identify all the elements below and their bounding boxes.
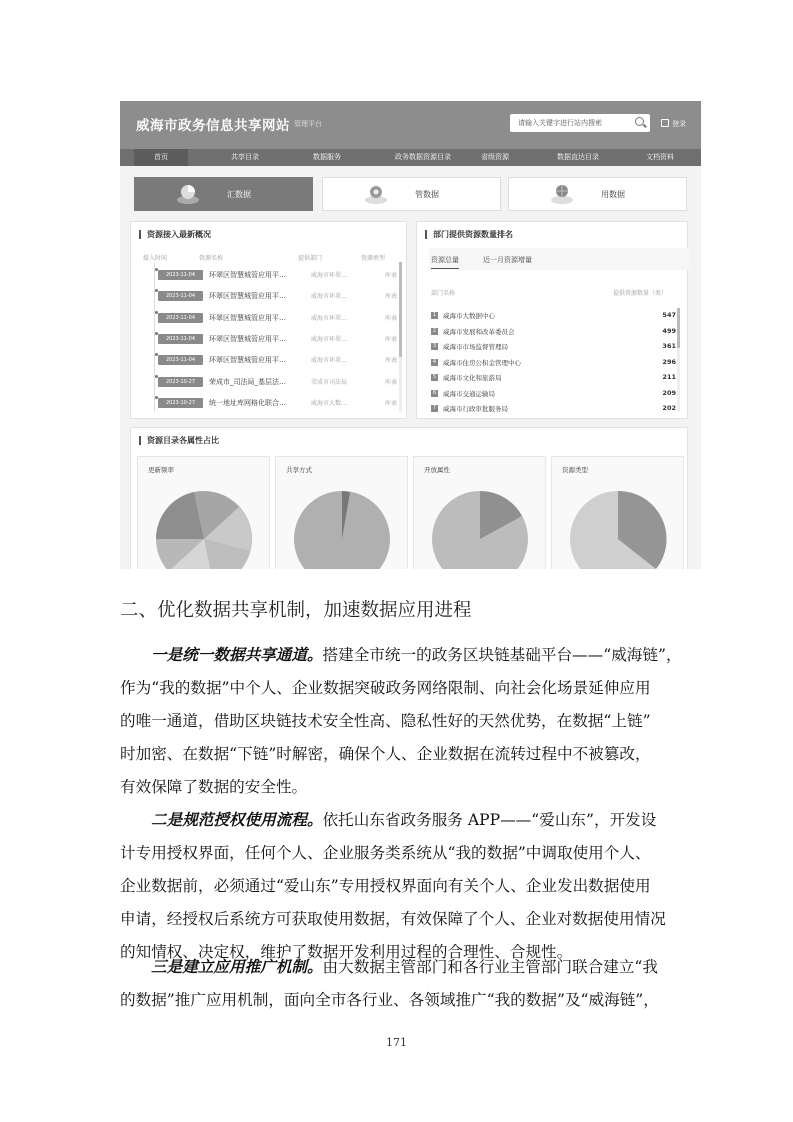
table-row[interactable] [131, 287, 401, 308]
text-line: 有效保障了数据的安全性。 [120, 778, 308, 796]
pie-chart [154, 489, 254, 569]
text-line: 作为“我的数据”中个人、企业数据突破政务网络限制、向社会化场景延伸应用 [120, 679, 651, 697]
department-name: 威海市发展和改革委员会 [443, 327, 515, 336]
text-line: 计专用授权界面，任何个人、企业服务类系统从“我的数据”中调取使用个人、 [120, 844, 651, 862]
section-heading: 二、优化数据共享机制，加速数据应用进程 [120, 600, 472, 621]
chart-label: 资源类型 [562, 466, 588, 474]
resource-type: 库表 [385, 335, 398, 343]
date-badge: 2023-10-27 [158, 377, 203, 387]
resource-name[interactable]: 环翠区智慧城管应用平… [209, 313, 286, 322]
card-collect-label: 汇数据 [227, 190, 251, 199]
tab-monthly[interactable]: 近一月资源增量 [483, 256, 532, 264]
department-name: 威海市行政审批服务局 [443, 405, 508, 413]
tab-total[interactable]: 资源总量 [431, 255, 459, 269]
site-header [120, 101, 701, 149]
text-line: 的唯一通道，借助区块链技术安全性高、隐私性好的天然优势，在数据“上链” [120, 712, 651, 730]
search-placeholder: 请输入关键字进行站内搜索 [518, 119, 602, 127]
column-header: 提供资源数量（类） [613, 290, 668, 297]
resource-name[interactable]: 环翠区智慧城管应用平… [209, 292, 286, 301]
column-header: 接入时间 [143, 255, 168, 262]
chart-label: 开放属性 [424, 466, 450, 474]
card-use-label: 用数据 [601, 190, 625, 199]
rank-badge: 6 [432, 389, 437, 396]
paragraph-lead: 三是建立应用推广机制。 [151, 957, 323, 976]
search-input[interactable] [510, 114, 650, 132]
list-item[interactable] [431, 402, 676, 416]
text-line: 由大数据主管部门和各行业主管部门联合建立“我 [322, 958, 658, 976]
provider-dept: 威海市大数… [311, 399, 348, 407]
provider-dept: 威海市环翠… [311, 293, 348, 301]
site-title: 威海市政务信息共享网站 [136, 118, 290, 134]
resource-type: 库表 [385, 399, 398, 407]
access-panel-title: 资源接入最新概况 [139, 230, 211, 239]
chart-card-open-attribute [413, 456, 546, 569]
provider-dept: 威海市环翠… [311, 357, 348, 365]
date-badge: 2023-11-04 [158, 355, 203, 365]
chart-card-update-frequency [137, 456, 270, 569]
scroll-thumb[interactable] [677, 308, 680, 348]
resource-type: 库表 [385, 293, 398, 301]
resource-count: 211 [662, 373, 676, 381]
department-name: 威海市市场监督管理局 [443, 343, 508, 351]
resource-count: 209 [662, 388, 676, 397]
resource-type: 库表 [385, 272, 398, 279]
resource-count: 361 [662, 342, 676, 350]
card-manage-label: 管数据 [415, 190, 439, 199]
column-header: 资源类型 [361, 255, 386, 262]
list-item[interactable] [431, 325, 676, 339]
column-header: 提供部门 [298, 255, 323, 262]
text-line: 搭建全市统一的政务区块链基础平台——“威海链”， [322, 646, 682, 664]
nav-item-data-service[interactable]: 数据服务 [313, 153, 341, 161]
paragraph-lead: 一是统一数据共享通道。 [151, 645, 323, 664]
chart-label: 共享方式 [286, 466, 312, 474]
table-row[interactable] [131, 351, 401, 372]
rank-panel-title: 部门提供资源数量排名 [425, 230, 513, 239]
site-subtitle: 管理平台 [294, 120, 322, 128]
resource-count: 202 [662, 404, 676, 412]
login-button[interactable] [661, 119, 686, 129]
date-badge: 2023-11-04 [158, 334, 203, 344]
nav-item-provincial[interactable]: 省级资源 [481, 153, 509, 161]
attribute-panel-title: 资源目录各属性占比 [139, 436, 219, 445]
page-number: 171 [386, 1036, 407, 1049]
globe-icon [549, 182, 575, 206]
nav-item-home[interactable]: 首页 [134, 149, 188, 166]
pie-chart [430, 489, 530, 569]
pie-chart [292, 489, 392, 569]
list-item[interactable] [431, 371, 676, 385]
access-panel [130, 221, 407, 419]
provider-dept: 威海市环翠… [311, 272, 348, 279]
scrollbar[interactable] [399, 262, 402, 412]
table-row[interactable] [131, 394, 401, 415]
date-badge: 2023-11-04 [158, 270, 203, 280]
search-icon[interactable] [635, 117, 644, 126]
paragraph-lead: 二是规范授权使用流程。 [151, 810, 323, 829]
text-line: 申请，经授权后系统方可获取使用数据，有效保障了个人、企业对数据使用情况 [120, 910, 666, 928]
resource-name[interactable]: 环翠区智慧城管应用平… [209, 356, 286, 365]
text-line: 企业数据前，必须通过“爱山东”专用授权界面向有关个人、企业发出数据使用 [120, 877, 651, 895]
chart-card-resource-type [551, 456, 684, 569]
resource-count: 547 [662, 311, 676, 319]
text-line: 时加密、在数据“下链”时解密，确保个人、企业数据在流转过程中不被篡改， [120, 745, 651, 763]
provider-dept: 威海市环翠… [311, 335, 348, 343]
card-collect-data[interactable] [134, 177, 313, 211]
rank-badge: 1 [432, 312, 437, 318]
nav-item-documents[interactable]: 文档资料 [646, 153, 674, 161]
chart-label: 更新频率 [148, 466, 174, 474]
column-header: 部门名称 [431, 290, 456, 297]
scrollbar[interactable] [677, 308, 680, 412]
card-manage-data[interactable] [322, 177, 501, 211]
provider-dept: 威海市环翠… [311, 314, 348, 322]
resource-name[interactable]: 环翠区智慧城管应用平… [209, 334, 286, 343]
lock-icon [661, 119, 669, 127]
rank-panel [416, 221, 688, 419]
date-badge: 2023-10-27 [158, 398, 203, 408]
card-use-data[interactable] [508, 177, 687, 211]
rank-badge: 3 [432, 343, 437, 349]
rank-badge: 7 [432, 405, 437, 411]
resource-type: 库表 [385, 357, 398, 365]
resource-count: 499 [662, 326, 676, 335]
gear-icon [363, 182, 389, 206]
rank-badge: 2 [432, 327, 437, 334]
text-line: 依托山东省政务服务 APP——“爱山东”，开发设 [322, 811, 657, 829]
list-item[interactable] [431, 340, 676, 354]
nav-item-direct-catalog[interactable]: 数据直达目录 [557, 153, 599, 161]
date-badge: 2023-11-04 [158, 313, 203, 323]
provider-dept: 荣成市司法局 [311, 378, 348, 386]
resource-name[interactable]: 环翠区智慧城管应用平… [209, 271, 286, 279]
resource-count: 296 [662, 357, 676, 366]
resource-name[interactable]: 荣成市_司法局_基层法… [209, 377, 286, 386]
rank-tabs [429, 248, 691, 270]
department-name: 威海市文化和旅游局 [443, 374, 502, 382]
department-name: 威海市交通运输局 [443, 389, 495, 398]
resource-name[interactable]: 统一地址库网格化联合… [209, 398, 286, 407]
table-row[interactable] [131, 266, 401, 287]
text-line: 的数据”推广应用机制，面向全市各行业、各领域推广“我的数据”及“威海链”， [120, 991, 659, 1009]
department-name: 威海市大数据中心 [443, 312, 495, 320]
nav-item-resource-catalog[interactable]: 政务数据资源目录 [395, 153, 451, 161]
table-row[interactable] [131, 373, 401, 394]
main-nav [120, 149, 701, 166]
resource-type: 库表 [385, 378, 398, 386]
list-item[interactable] [431, 309, 676, 323]
column-header: 资源名称 [199, 255, 224, 262]
table-row[interactable] [131, 330, 401, 351]
resource-type: 库表 [385, 314, 398, 322]
rank-badge: 4 [432, 358, 437, 365]
date-badge: 2023-11-04 [158, 291, 203, 301]
pie-chart [568, 489, 668, 569]
table-row[interactable] [131, 309, 401, 330]
list-item[interactable] [431, 387, 676, 401]
department-name: 威海市住房公积金管理中心 [443, 358, 521, 367]
login-label: 登录 [672, 120, 686, 128]
chart-card-share-mode [275, 456, 408, 569]
pie-chart-icon [175, 182, 201, 206]
rank-badge: 5 [432, 374, 437, 380]
text-line: 的知情权、决定权，维护了数据开发利用过程的合理性、合规性。 [120, 943, 573, 961]
portal-screenshot [120, 101, 701, 569]
nav-item-catalog[interactable]: 共享目录 [231, 153, 259, 161]
scroll-thumb[interactable] [399, 262, 402, 357]
list-item[interactable] [431, 356, 676, 370]
